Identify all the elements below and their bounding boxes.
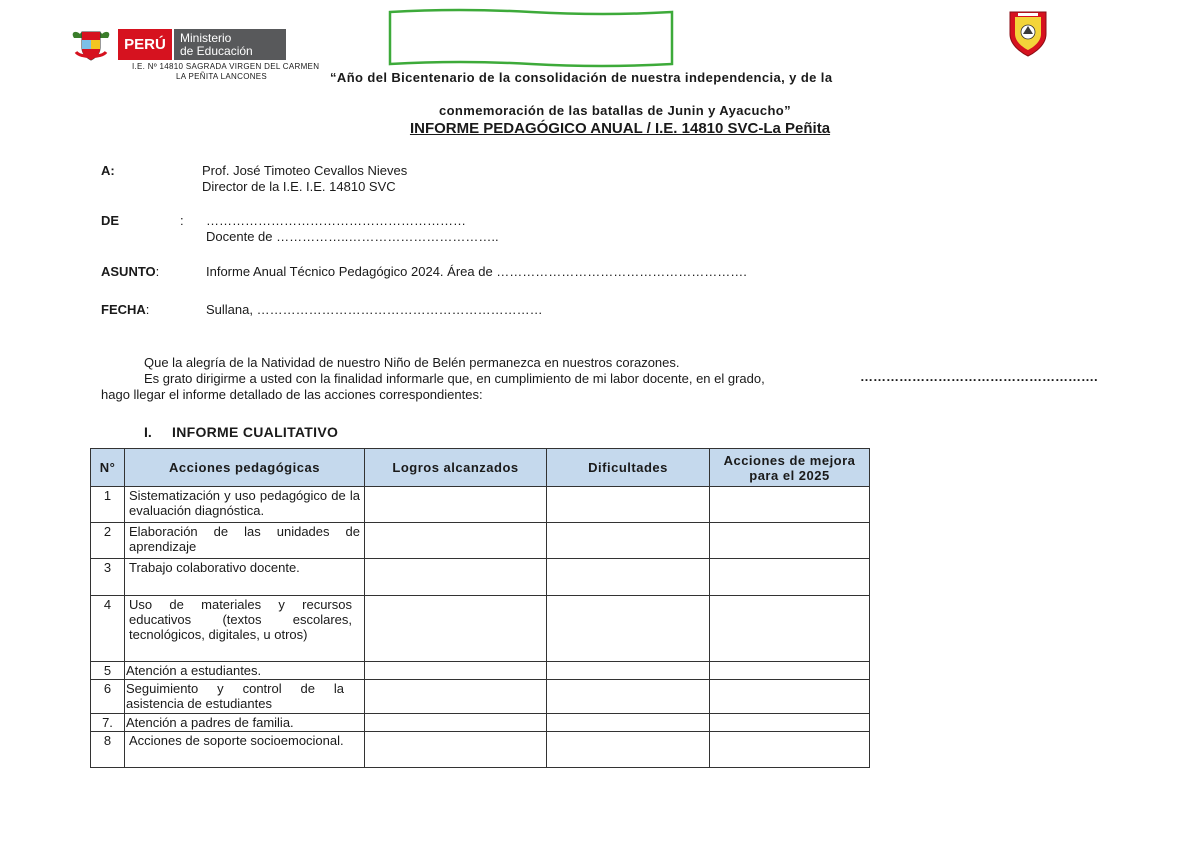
row-improvements-cell[interactable] <box>710 680 870 714</box>
row-action <box>125 680 365 714</box>
subject-colon: : <box>155 264 160 279</box>
row-difficulties-cell[interactable] <box>547 523 710 559</box>
row-action-text: Acciones de soporte socioemocional. <box>129 733 344 748</box>
intro-paragraph-end: hago llegar el informe detallado de las acciones correspondientes: <box>101 387 483 402</box>
row-achievements-cell[interactable] <box>365 732 547 768</box>
row-achievements-cell[interactable] <box>365 662 547 680</box>
row-number: 4 <box>91 596 125 662</box>
row-action-text: Trabajo colaborativo docente. <box>129 560 300 575</box>
row-action: Elaboración de las unidades de aprendizaje <box>125 523 365 559</box>
grade-blank: ………………………………………………. <box>860 369 1098 384</box>
header-actions: Acciones pedagógicas <box>125 449 365 487</box>
ministry-logo-line1: Ministerio <box>180 31 232 45</box>
subject-label: ASUNTO <box>101 264 156 279</box>
row-number: 5 <box>91 662 125 680</box>
to-name: Prof. José Timoteo Cevallos Nieves <box>202 163 408 178</box>
row-action <box>125 596 365 662</box>
row-number: 7. <box>91 714 125 732</box>
header-difficulties: Dificultades <box>547 449 710 487</box>
row-number: 2 <box>91 523 125 559</box>
row-difficulties-cell[interactable] <box>547 714 710 732</box>
row-action-text: Seguimiento y control de la asistencia de estudiantes <box>126 681 344 711</box>
row-achievements-cell[interactable] <box>365 680 547 714</box>
from-label: DE <box>101 213 120 228</box>
year-motto-line1: “Año del Bicentenario de la consolidación de nuestra independencia, y de la <box>330 70 833 85</box>
table-row <box>91 487 870 523</box>
row-improvements-cell[interactable] <box>710 487 870 523</box>
year-motto-line2: conmemoración de las batallas de Junin y Ayacucho” <box>438 103 792 118</box>
row-number: 6 <box>91 680 125 714</box>
table-row <box>91 523 870 559</box>
report-title: INFORME PEDAGÓGICO ANUAL / I.E. 14810 SVC-La Peñita <box>409 120 831 137</box>
row-achievements-cell[interactable] <box>365 487 547 523</box>
date-colon: : <box>145 302 150 317</box>
table-row <box>91 680 870 714</box>
row-improvements-cell[interactable] <box>710 732 870 768</box>
from-colon: : <box>180 213 184 228</box>
school-location: LA PEÑITA LANCONES <box>176 72 268 81</box>
from-name-blank: …………………………………………………… <box>206 213 466 228</box>
row-difficulties-cell[interactable] <box>547 559 710 596</box>
row-action-text: Uso de materiales y recursos educativos (textos escolares, tecnológicos, digitales, u otros) <box>129 597 352 642</box>
header-improvements <box>710 449 870 487</box>
qualitative-report-table <box>90 448 870 768</box>
row-difficulties-cell[interactable] <box>547 662 710 680</box>
table-row <box>91 662 870 680</box>
from-role: Docente de ……………..…………………………….. <box>206 229 499 244</box>
row-improvements-cell[interactable] <box>710 596 870 662</box>
peru-coat-of-arms-icon <box>70 28 112 62</box>
subject-label-group <box>101 264 159 279</box>
row-action <box>125 559 365 596</box>
header-num: N° <box>91 449 125 487</box>
header-improvements-line1: Acciones de mejora <box>723 452 856 468</box>
row-action: Atención a padres de familia. <box>125 714 365 732</box>
row-difficulties-cell[interactable] <box>547 596 710 662</box>
to-role: Director de la I.E. I.E. 14810 SVC <box>202 179 396 194</box>
row-number: 8 <box>91 732 125 768</box>
row-improvements-cell[interactable] <box>710 662 870 680</box>
row-number: 1 <box>91 487 125 523</box>
header-achievements: Logros alcanzados <box>365 449 547 487</box>
ministry-logo <box>174 29 286 60</box>
green-banner-frame <box>388 8 674 68</box>
row-action <box>125 732 365 768</box>
row-achievements-cell[interactable] <box>365 714 547 732</box>
table-row <box>91 732 870 768</box>
ministry-logo-line2: de Educación <box>180 44 253 58</box>
date-text: Sullana, ………………………………………………………… <box>206 302 543 317</box>
peru-logo: PERÚ <box>118 29 172 60</box>
date-label: FECHA <box>101 302 146 317</box>
table-row <box>91 596 870 662</box>
row-action: Sistematización y uso pedagógico de la evaluación diagnóstica. <box>125 487 365 523</box>
row-achievements-cell[interactable] <box>365 596 547 662</box>
row-number: 3 <box>91 559 125 596</box>
date-label-group <box>101 302 149 317</box>
row-achievements-cell[interactable] <box>365 523 547 559</box>
table-row <box>91 559 870 596</box>
row-improvements-cell[interactable] <box>710 714 870 732</box>
to-label: A: <box>101 163 115 178</box>
table-row <box>91 714 870 732</box>
greeting-paragraph: Que la alegría de la Natividad de nuestro Niño de Belén permanezca en nuestros corazones. <box>144 355 680 370</box>
school-crest-icon <box>1008 8 1048 58</box>
row-difficulties-cell[interactable] <box>547 680 710 714</box>
section-number: I. <box>144 424 152 440</box>
header-improvements-line2: para el 2025 <box>749 467 830 483</box>
table-header-row <box>91 449 870 487</box>
row-action: Atención a estudiantes. <box>125 662 365 680</box>
section-title: INFORME CUALITATIVO <box>172 424 339 440</box>
subject-text: Informe Anual Técnico Pedagógico 2024. Área de …………………………………………………. <box>206 264 747 279</box>
intro-paragraph: Es grato dirigirme a usted con la finalidad informarle que, en cumplimiento de mi labor docente, en el grado, <box>144 371 765 386</box>
row-difficulties-cell[interactable] <box>547 487 710 523</box>
row-improvements-cell[interactable] <box>710 523 870 559</box>
school-name: I.E. Nº 14810 SAGRADA VIRGEN DEL CARMEN <box>132 62 320 71</box>
row-difficulties-cell[interactable] <box>547 732 710 768</box>
row-achievements-cell[interactable] <box>365 559 547 596</box>
row-improvements-cell[interactable] <box>710 559 870 596</box>
